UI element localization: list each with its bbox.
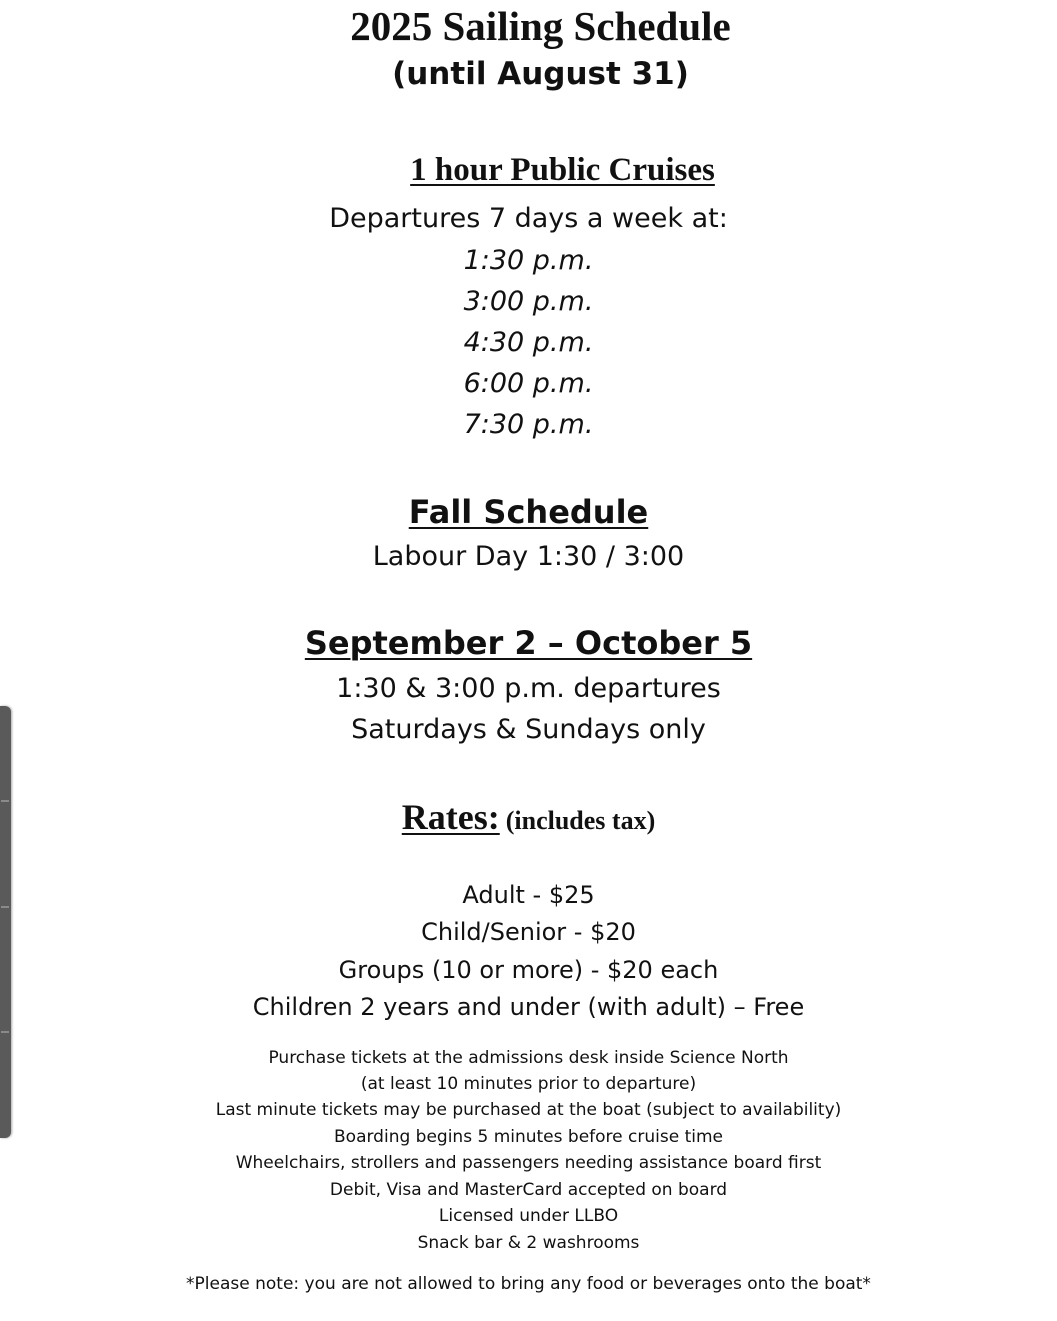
info-line: Wheelchairs, strollers and passengers needing assistance board first bbox=[235, 1153, 822, 1173]
departure-time: 3:00 p.m. bbox=[463, 286, 594, 317]
rates-heading: Rates: bbox=[401, 797, 500, 837]
rate-item: Child/Senior - $20 bbox=[421, 918, 636, 946]
rates-heading-row bbox=[0, 796, 1057, 838]
info-line: Snack bar & 2 washrooms bbox=[417, 1233, 640, 1253]
info-line: Licensed under LLBO bbox=[438, 1206, 619, 1226]
labour-day-line: Labour Day 1:30 / 3:00 bbox=[372, 541, 685, 572]
rates-tax-note: (includes tax) bbox=[505, 806, 656, 835]
rate-item: Adult - $25 bbox=[462, 881, 595, 909]
info-line: Purchase tickets at the admissions desk inside Science North bbox=[268, 1048, 789, 1068]
page-title: 2025 Sailing Schedule bbox=[350, 3, 731, 49]
grip-line bbox=[1, 800, 9, 802]
fall-schedule-heading: Fall Schedule bbox=[408, 493, 649, 531]
departure-time: 1:30 p.m. bbox=[463, 245, 594, 276]
public-cruises-heading: 1 hour Public Cruises bbox=[410, 152, 715, 188]
info-line: (at least 10 minutes prior to departure) bbox=[360, 1074, 697, 1094]
september-heading: September 2 – October 5 bbox=[304, 624, 753, 662]
side-panel-handle[interactable] bbox=[0, 706, 11, 1138]
rate-item: Groups (10 or more) - $20 each bbox=[338, 956, 719, 984]
departure-time: 6:00 p.m. bbox=[463, 368, 594, 399]
info-line: Last minute tickets may be purchased at the boat (subject to availability) bbox=[215, 1100, 842, 1120]
info-line: Boarding begins 5 minutes before cruise time bbox=[334, 1127, 723, 1147]
grip-line bbox=[1, 1031, 9, 1033]
departure-time: 4:30 p.m. bbox=[463, 327, 594, 358]
food-beverage-note: *Please note: you are not allowed to bring any food or beverages onto the boat* bbox=[186, 1274, 871, 1294]
info-line: Debit, Visa and MasterCard accepted on board bbox=[329, 1180, 728, 1200]
departure-time: 7:30 p.m. bbox=[463, 409, 594, 440]
september-departures-line: 1:30 & 3:00 p.m. departures bbox=[336, 673, 721, 704]
rate-item: Children 2 years and under (with adult) – Free bbox=[252, 993, 805, 1021]
september-days-line: Saturdays & Sundays only bbox=[351, 714, 706, 745]
departures-intro: Departures 7 days a week at: bbox=[329, 203, 728, 234]
page-subtitle: (until August 31) bbox=[392, 56, 689, 92]
grip-line bbox=[1, 906, 9, 908]
